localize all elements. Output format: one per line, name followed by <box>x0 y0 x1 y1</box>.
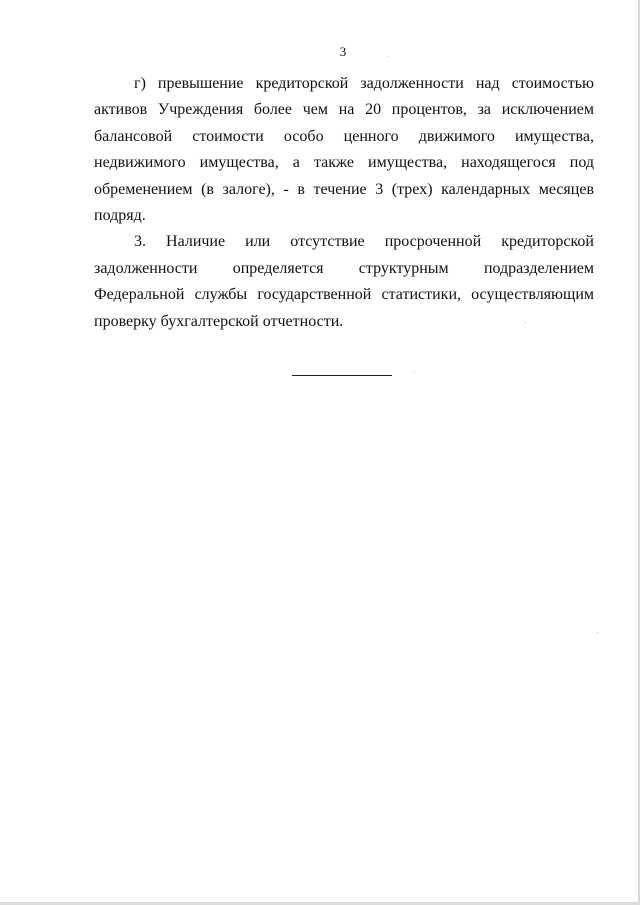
scan-speck <box>388 56 389 57</box>
paragraph-overdue-debt: 3. Наличие или отсутствие просроченной кредиторской задолженности определяется структурным подразделением Федеральной службы государственной статистики, осуществляющим проверку бухгалтерской отчетности. <box>94 233 594 330</box>
scan-speck <box>525 322 526 323</box>
end-divider-line <box>292 375 392 376</box>
document-body <box>94 71 594 335</box>
scan-speck <box>597 632 598 633</box>
paragraph-creditor-excess: г) превышение кредиторской задолженности над стоимостью активов Учреждения более чем на 20 процентов, за исключением балансовой стоимости особо ценного движимого имущества, недвижимого имущества, а также имущества, находящегося под обременением (в залоге), - в течение 3 (трех) календарных месяцев подряд. <box>94 75 594 225</box>
page-number: 3 <box>339 44 347 59</box>
scan-speck <box>414 371 415 372</box>
